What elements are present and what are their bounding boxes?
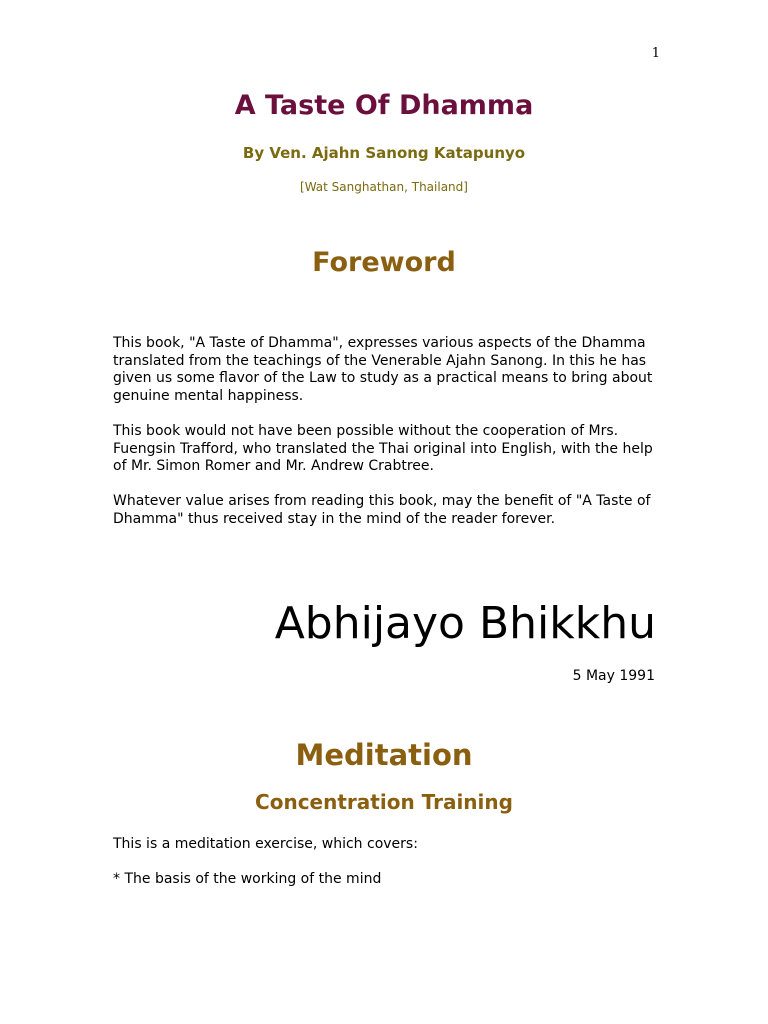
meditation-heading: Meditation	[295, 738, 473, 772]
document-title: A Taste Of Dhamma	[234, 90, 534, 121]
foreword-heading: Foreword	[312, 247, 456, 278]
signature: Abhijayo Bhikkhu	[274, 598, 656, 649]
foreword-paragraph-3: Whatever value arises from reading this book, may the benefit of "A Taste of Dhamma" thus received stay in the mind of the reader forever.	[113, 493, 651, 527]
affiliation-line: [Wat Sanghathan, Thailand]	[300, 180, 468, 194]
foreword-paragraph-2: This book would not have been possible without the cooperation of Mrs. Fuengsin Trafford, who translated the Thai original into English, with the help of Mr. Simon Romer and Mr. Andrew Crabtree.	[113, 423, 653, 474]
foreword-paragraph-1: This book, "A Taste of Dhamma", expresses various aspects of the Dhamma translated from the teachings of the Venerable Ajahn Sanong. In this he has given us some flavor of the Law to study as a practical means to bring about genuine mental happiness.	[113, 335, 653, 404]
foreword-date: 5 May 1991	[572, 668, 655, 684]
meditation-paragraph-1: This is a meditation exercise, which covers:	[113, 836, 418, 852]
meditation-bullet-1: * The basis of the working of the mind	[113, 871, 382, 887]
page-number: 1	[651, 46, 660, 61]
concentration-subheading: Concentration Training	[255, 790, 513, 814]
author-line: By Ven. Ajahn Sanong Katapunyo	[242, 144, 526, 162]
